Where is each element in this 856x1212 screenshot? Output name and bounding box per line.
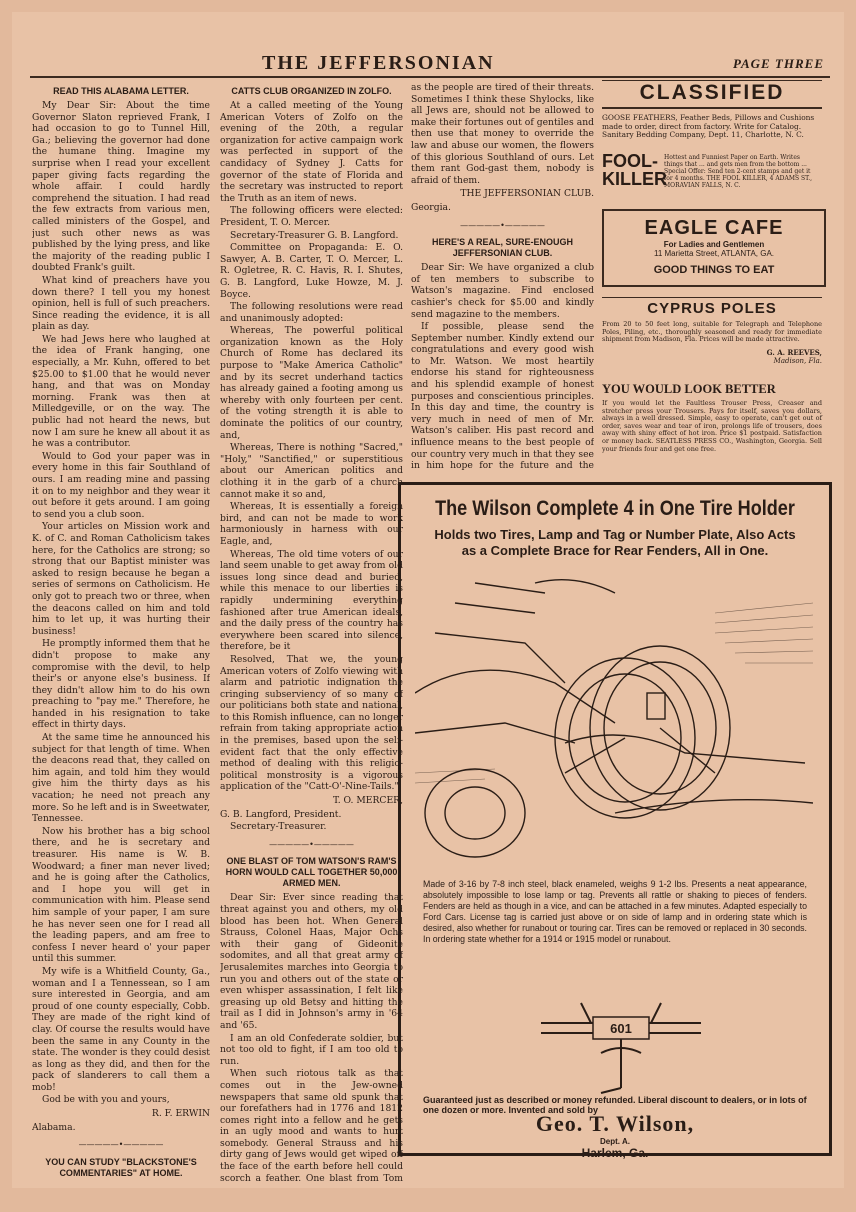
eagle-cafe-address: 11 Marietta Street, ATLANTA, GA. — [604, 249, 824, 258]
wilson-subheadline: Holds two Tires, Lamp and Tag or Number Plate, Also Acts as a Complete Brace for Rear Fenders, All in One. — [427, 527, 803, 559]
cyprus-poles-text: From 20 to 50 feet long, suitable for Telegraph and Telephone Poles, Piling, etc., thoroughly seasoned and ready for immediate shipment from Madison, Fla. Prices will be made attractive. — [602, 321, 822, 344]
car-tire-illustration — [415, 573, 813, 859]
headline-rams-horn: ONE BLAST OF TOM WATSON'S RAM'S HORN WOULD CALL TOGETHER 50,000 ARMED MEN. — [220, 856, 403, 889]
location: Georgia. — [411, 202, 594, 214]
headline-jeffersonian-club: HERE'S A REAL, SURE-ENOUGH JEFFERSONIAN CLUB. — [411, 237, 594, 259]
paragraph: Whereas, There is nothing "Sacred," "Holy," "Sanctified," or superstitious about our American politics and clothing it in the garb of a church cannot make it so and, — [220, 442, 403, 500]
paragraph: Dear Sir: Ever since reading that threat against you and others, my old blood has been hot. When General Strauss, Colonel Haas, Major Ochs with their gang of Gideonite sodomites, and all that great army of Jerusalemites marches into Georgia to run you and others out of the state or even whisper assassination, I felt like greasing up old Betsy and hitting the trail as I did in Johnson's army in '64 and '65. — [220, 892, 403, 1031]
eagle-cafe-ad — [602, 209, 826, 287]
signature: G. B. Langford, President. — [220, 809, 403, 821]
separator: —————•————— — [220, 839, 403, 851]
fool-killer-logo: FOOL-KILLER — [602, 152, 662, 188]
wilson-dept: Dept. A. — [401, 1137, 829, 1146]
cyprus-poles-location: Madison, Fla. — [602, 357, 822, 365]
page-number: PAGE THREE — [733, 56, 824, 72]
paragraph: Secretary-Treasurer G. B. Langford. — [220, 230, 403, 242]
paragraph: Would to God your paper was in every home in this fair Southland of ours. I am reading mine and passing it on to my neighbor and they wear it out before it gets around. I am going to send you a club soon. — [32, 451, 210, 521]
paragraph: He promptly informed them that he didn't propose to make any compromise with the devil, to help their's or anyone else's business. If they didn't allow him to do his own preaching to "pay me." Therefore, he handed in his resignation to take effect in thirty days. — [32, 638, 210, 731]
eagle-cafe-subtitle: For Ladies and Gentlemen — [604, 240, 824, 249]
separator: —————•————— — [411, 220, 594, 232]
paragraph: Whereas, The old time voters of our land seem unable to get away from old issues long since dead and buried, while this menace to our liberties is rapidly undermining everything fashioned after true American ideals, and the daily press of the country has everywhere been scared into silence, therefore, be it — [220, 549, 403, 653]
paragraph: Your articles on Mission work and K. of C. and Roman Catholicism takes here, for the Catholics are strong; so strong that our Baptist minister was asked to resign because he began a series of sermons on Catholicism. He only got to preach two or three, when the deacons called on him and told him to let up, it was hurting their business! — [32, 521, 210, 637]
wilson-headline: The Wilson Complete 4 in One Tire Holder — [431, 497, 799, 521]
paragraph: as the people are tired of their threats. Sometimes I think these Shylocks, like all Jews are, should not be allowed to make their fortunes out of gentiles and then use that money to override the law and abuse our women, the flowers of this glorious Southland of ours. Let them rant God-gast them, nobody is afraid of them. — [411, 82, 594, 186]
paragraph: Now his brother has a big school there, and he is secretary and treasurer. His name is W. B. Woodward; a finer man never lived; and he is going after the Catholics, and I hope you will get in communication with him. Please send him sample of your paper, I am sure he has never seen one for I read all the leading papers, and am free to confess I never heard o' your paper until this summer. — [32, 826, 210, 965]
paragraph: What kind of preachers have you down there? I tell you my honest opinion, hell is full of such preachers. Since reading the evidence, it is all plain as day. — [32, 275, 210, 333]
signature: T. O. MERCER, — [220, 795, 403, 807]
headline-alabama-letter: READ THIS ALABAMA LETTER. — [32, 86, 210, 97]
masthead — [12, 48, 844, 76]
signature: R. F. ERWIN — [32, 1108, 210, 1120]
paragraph: The following resolutions were read and unanimously adopted: — [220, 301, 403, 324]
signature: THE JEFFERSONIAN CLUB. — [411, 188, 594, 200]
paragraph: We had Jews here who laughed at the idea of Frank hanging, one especially, a Mr. Kuhn, offered to bet $25.00 to $1.00 that he would never hang, and that was on Monday morning. Frank was then at Milledgeville, or on the way. The public had not heard the news, but now I am sure he knew all about it as he was a contributor. — [32, 334, 210, 450]
masthead-rule — [30, 76, 830, 78]
fool-killer-ad — [602, 152, 822, 204]
eagle-cafe-tagline: GOOD THINGS TO EAT — [604, 264, 824, 276]
headline-catts-club: CATTS CLUB ORGANIZED IN ZOLFO. — [220, 86, 403, 97]
paragraph: God be with you and yours, — [32, 1094, 210, 1106]
goose-feathers-ad: GOOSE FEATHERS, Feather Beds, Pillows and Cushions made to order, direct from factory. Write for Catalog. Sanitary Bedding Company, Dept. 11, Charlotte, N. C. — [602, 114, 822, 144]
classified-heading: CLASSIFIED — [602, 80, 822, 109]
wilson-seller-name: Geo. T. Wilson, — [401, 1111, 829, 1137]
paragraph: I am an old Confederate soldier, but not too old to fight, if I am too old to run. — [220, 1033, 403, 1068]
fool-killer-text: Hottest and Funniest Paper on Earth. Writes things that ... and gets men from the bottom ... Special Offer: Send ten 2-cent stamps and get it for 4 months. THE FOOL KILLER, 4 ADAMS ST., MORAVIAN FALLS, N. C. — [664, 154, 820, 189]
cyprus-poles-title: CYPRUS POLES — [602, 300, 822, 317]
trouser-press-ad — [602, 382, 822, 462]
paragraph: Resolved, That we, the young American voters of Zolfo viewing with alarm and patriotic indignation the cringing subserviency of so many of our politicians both state and national, to this Romish influence, can no longer refrain from taking appropriate action in the premises, based upon the self-evident fact that the only effective method of dealing with this religio-political monstrosity is a vigorous application of the "Catt-O'-Nine-Tails." — [220, 654, 403, 793]
column-2 — [220, 82, 403, 1182]
column-1 — [32, 82, 210, 1182]
paragraph: The following officers were elected: President, T. O. Mercer. — [220, 205, 403, 228]
paragraph: If possible, please send the September number. Kindly extend our congratulations and every good wish to Mr. Watson. We most heartily endorse his stand for righteousness and his splendid example of honest purposes and conscientious principles. In this day and time, the country is very much in need of men of Mr. Watson's caliber. His past record and influence means to the best people of our country very much in that they see in him hope for the future and the — [411, 321, 594, 472]
cyprus-poles-seller: G. A. REEVES, — [602, 348, 822, 357]
paragraph: Whereas, The powerful political organization known as the Holy Church of Rome has declared its purpose to "Make America Catholic" and by its secret underhand tactics has already gained a footing among us whereby with only fourteen per cent. of the voting strength it is able to dominate the politics of our country, and, — [220, 325, 403, 441]
wilson-city: Harlem, Ga. — [401, 1146, 829, 1160]
plate-number: 601 — [610, 1021, 632, 1036]
signature-title: Secretary-Treasurer. — [220, 821, 403, 833]
column-3 — [411, 82, 594, 472]
paragraph: Dear Sir: We have organized a club of ten members to subscribe to Watson's magazine. Find enclosed cashier's check for $5.00 and kindly send magazine to the members. — [411, 262, 594, 320]
paragraph: At a called meeting of the Young American Voters of Zolfo on the evening of the 20th, a regular organization for active campaign work was perfected in support of the candidacy of Sydney J. Catts for governor of the state of Florida and the secretary was instructed to report the Truth as an item of news. — [220, 100, 403, 204]
paragraph: Committee on Propaganda: E. O. Sawyer, A. B. Carter, T. O. Mercer, L. R. Ogletree, R. C. Havis, R. I. Shutes, G. B. Langford, Luke Howze, M. J. Boyce. — [220, 242, 403, 300]
wilson-guarantee: Guaranteed just as described or money refunded. Liberal discount to dealers, or in lots of one dozen or more. Invented and sold by — [423, 1095, 807, 1115]
headline-blackstone: YOU CAN STUDY "BLACKSTONE'S COMMENTARIES" AT HOME. — [32, 1157, 210, 1179]
location: Alabama. — [32, 1122, 210, 1134]
paragraph: My Dear Sir: About the time Governor Slaton reprieved Frank, I had occasion to go to Tunnel Hill, Ga.; believing the governor had done the humane thing. Imagine my surprise when I read your excellent paper giving facts regarding the whole affair. I could hardly comprehend the situation. I had read the few extracts from various men, called ministers of the Gospel, and just such other news as was published by the lying press, and like the majority of the reading public I doubted Frank's guilt. — [32, 100, 210, 274]
paragraph: At the same time he announced his subject for that length of time. When the deacons read that, they called on him again, and told him they would give him the thirty days as his vacation; he need not preach any more. So he left and is in Sweetwater, Tennessee. — [32, 732, 210, 825]
separator: —————•————— — [32, 1139, 210, 1151]
wilson-seller-block — [401, 1103, 829, 1160]
cyprus-poles-ad — [602, 297, 822, 378]
paragraph: My wife is a Whitfield County, Ga., woman and I a Tennessean, so I am sure interested in Georgia, and am proud of one county especially, Cobb. They are made of the right kind of clay. Of course the results would have been the same in any County in the state. The wonder is they could desist as long as they did, and then for the pack of slanderers to call them a mob! — [32, 966, 210, 1094]
newspaper-page — [12, 12, 844, 1188]
wilson-description: Made of 3-16 by 7-8 inch steel, black enameled, weighs 9 1-2 lbs. Presents a neat appearance, absolutely impossible to lose lamp or tag. Prevents all rattle or shaking to pieces of fenders. Fenders are held as though in a vice, and can be attached in a few minutes. Adapted especially to Ford Cars. License tag is carried just above or on side of lamp and in ordering state which is desired, also whether for runabout or touring car. Tires can be removed or replaced in 30 seconds. In ordering state whether for a 1914 or 1915 model or runabout. — [423, 879, 807, 945]
trouser-press-text: If you would let the Faultless Trouser Press, Creaser and stretcher press your Trousers. Pays for itself, saves you dollars, always in a well dressed. Simple, easy to operate, can't get out of order, saves wear and tear of iron, prolongs life of trousers, does away with shiny effect of hot iron. Price $1 postpaid. Satisfaction or money back. SEATLESS PRESS CO., Washington, Georgia. Sell your friends four and get one free. — [602, 400, 822, 453]
eagle-cafe-name: EAGLE CAFE — [604, 217, 824, 240]
paragraph: When such riotous talk as that comes out in the Jew-owned newspapers that same old spunk that our forefathers had in 1776 and 1812 comes right into a fellow and he gets in an ugly mood and wants to hurt somebody. General Strauss and his dirty gang of Jews would get wiped off the face of the earth before hell could scorch a feather. One blast from Tom — [220, 1068, 403, 1182]
newspaper-title: THE JEFFERSONIAN — [262, 52, 495, 75]
trouser-press-title: YOU WOULD LOOK BETTER — [602, 382, 822, 397]
paragraph: Whereas, It is essentially a foreign bird, and can not be made to work harmoniously in harness with our Eagle, and, — [220, 501, 403, 547]
wilson-tire-holder-ad — [398, 482, 832, 1156]
